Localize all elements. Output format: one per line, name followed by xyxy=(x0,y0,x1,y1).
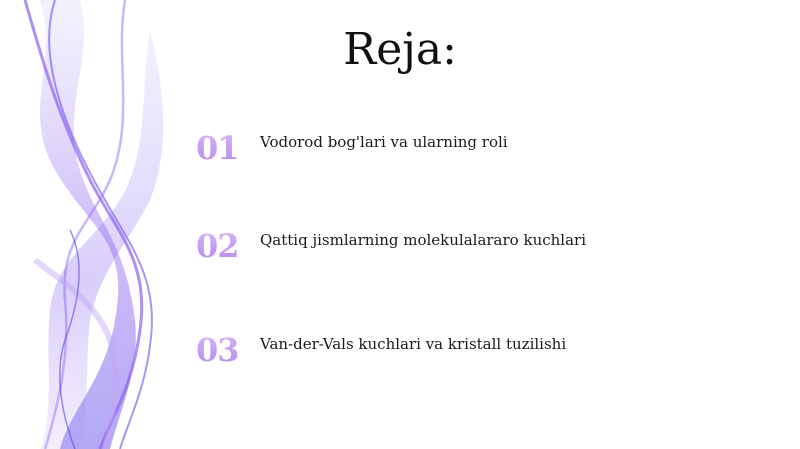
agenda-label-2: Qattiq jismlarning molekulalararo kuchlari xyxy=(260,231,586,249)
agenda-number-3: 03 xyxy=(196,330,252,370)
agenda-label-1: Vodorod bog'lari va ularning roli xyxy=(260,133,508,151)
agenda-label-3: Van-der-Vals kuchlari va kristall tuzilishi xyxy=(260,335,567,353)
agenda-number-2: 02 xyxy=(196,226,252,266)
agenda-item-2 xyxy=(196,220,756,270)
agenda-item-3 xyxy=(196,324,756,374)
page-title: Reja: xyxy=(343,24,457,75)
agenda-item-1 xyxy=(196,122,756,172)
agenda-number-1: 01 xyxy=(196,128,252,168)
